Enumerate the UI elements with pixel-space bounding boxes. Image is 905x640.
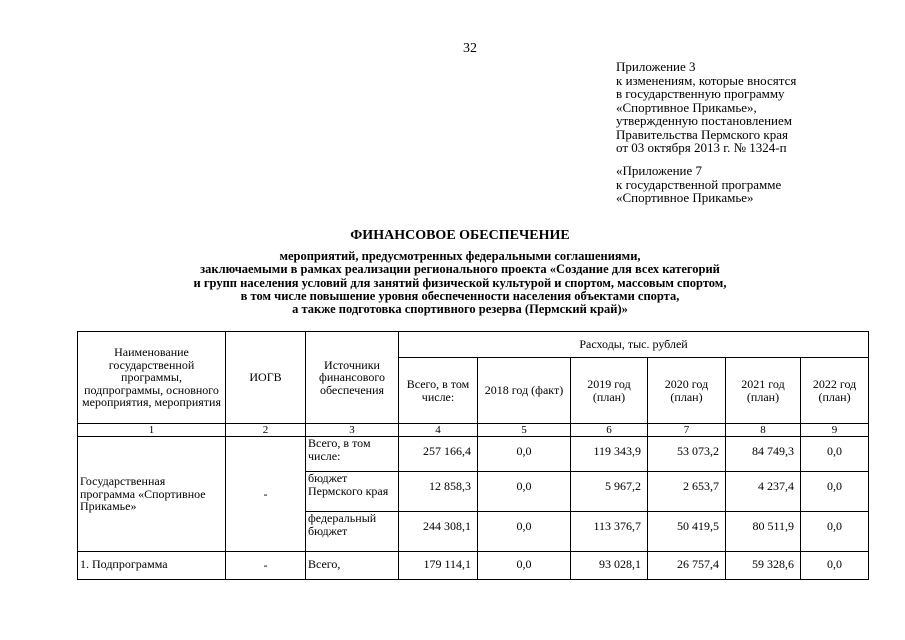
header-2021: 2021 год (план) (726, 358, 801, 424)
value-2021: 4 237,4 (726, 472, 801, 512)
program-iogv: - (226, 437, 306, 552)
value-2019: 119 343,9 (571, 437, 648, 472)
value-2019: 113 376,7 (571, 512, 648, 552)
value-2020: 2 653,7 (648, 472, 726, 512)
document-subtitle (60, 250, 860, 316)
appendix-line: в государственную программу (616, 86, 785, 101)
appendix-line: к изменениям, которые вносятся (616, 72, 797, 88)
value-2018: 0,0 (478, 472, 571, 512)
value-2021: 59 328,6 (726, 552, 801, 580)
column-index: 3 (306, 424, 399, 437)
subtitle-line: заключаемыми в рамках реализации регионального проекта «Создание для всех категорий (200, 262, 720, 277)
document-title: ФИНАНСОВОЕ ОБЕСПЕЧЕНИЕ (350, 228, 570, 243)
value-total: 257 166,4 (399, 437, 478, 472)
subtitle-line: мероприятий, предусмотренных федеральными соглашениями, (279, 249, 641, 263)
value-2019: 93 028,1 (571, 552, 648, 580)
source-cell: федеральный бюджет (306, 512, 399, 552)
header-2018: 2018 год (факт) (478, 358, 571, 424)
value-2021: 84 749,3 (726, 437, 801, 472)
financing-table (77, 331, 869, 580)
header-iogv: ИОГВ (226, 332, 306, 424)
source-cell: бюджет Пермского края (306, 472, 399, 512)
appendix-line: Приложение 3 (616, 59, 696, 74)
value-2018: 0,0 (478, 552, 571, 580)
column-index: 5 (478, 424, 571, 437)
column-index: 2 (226, 424, 306, 437)
value-2020: 53 073,2 (648, 437, 726, 472)
document-heading (60, 228, 860, 316)
column-index: 6 (571, 424, 648, 437)
value-total: 12 858,3 (399, 472, 478, 512)
value-2019: 5 967,2 (571, 472, 648, 512)
appendix-note (616, 60, 796, 155)
value-2018: 0,0 (478, 437, 571, 472)
header-2022: 2022 год (план) (801, 358, 869, 424)
header-expenses: Расходы, тыс. рублей (399, 332, 869, 358)
header-sources: Источники финансового обеспечения (306, 332, 399, 424)
subtitle-line: в том числе повышение уровня обеспеченности населения объектами спорта, (240, 288, 680, 303)
appendix-line: «Спортивное Прикамье» (616, 190, 754, 205)
column-index-row (78, 424, 869, 437)
appendix-line: «Спортивное Прикамье», (616, 99, 757, 115)
header-2019: 2019 год (план) (571, 358, 648, 424)
program-name: Государственная программа «Спортивное Прикамье» (78, 437, 226, 552)
appendix-line: Правительства Пермского края (616, 126, 788, 142)
column-index: 1 (78, 424, 226, 437)
source-cell: Всего, в том числе: (306, 437, 399, 472)
table-row (78, 437, 869, 472)
column-index: 8 (726, 424, 801, 437)
subtitle-line: и групп населения условий для занятий физической культурой и спортом, массовым спортом, (193, 275, 727, 290)
header-total: Всего, в том числе: (399, 358, 478, 424)
value-2022: 0,0 (801, 437, 869, 472)
column-index: 7 (648, 424, 726, 437)
page-number: 32 (463, 41, 477, 56)
appendix-7-note (616, 164, 781, 205)
column-index: 9 (801, 424, 869, 437)
value-total: 179 114,1 (399, 552, 478, 580)
column-index: 4 (399, 424, 478, 437)
value-2018: 0,0 (478, 512, 571, 552)
appendix-line: утвержденную постановлением (616, 113, 793, 128)
subprogram-name: 1. Подпрограмма (78, 552, 226, 580)
source-cell: Всего, (306, 552, 399, 580)
appendix-line: от 03 октября 2013 г. № 1324-п (616, 140, 787, 155)
header-name: Наименование государственной программы, подпрограммы, основного мероприятия, мероприятия (78, 332, 226, 424)
value-2020: 50 419,5 (648, 512, 726, 552)
value-2022: 0,0 (801, 552, 869, 580)
header-2020: 2020 год (план) (648, 358, 726, 424)
value-2022: 0,0 (801, 472, 869, 512)
appendix-line: к государственной программе (616, 176, 782, 192)
value-2022: 0,0 (801, 512, 869, 552)
value-total: 244 308,1 (399, 512, 478, 552)
subtitle-line: а также подготовка спортивного резерва (Пермский край)» (292, 302, 628, 317)
appendix-line: «Приложение 7 (616, 163, 703, 178)
table-row (78, 552, 869, 580)
subprogram-iogv: - (226, 552, 306, 580)
value-2020: 26 757,4 (648, 552, 726, 580)
value-2021: 80 511,9 (726, 512, 801, 552)
